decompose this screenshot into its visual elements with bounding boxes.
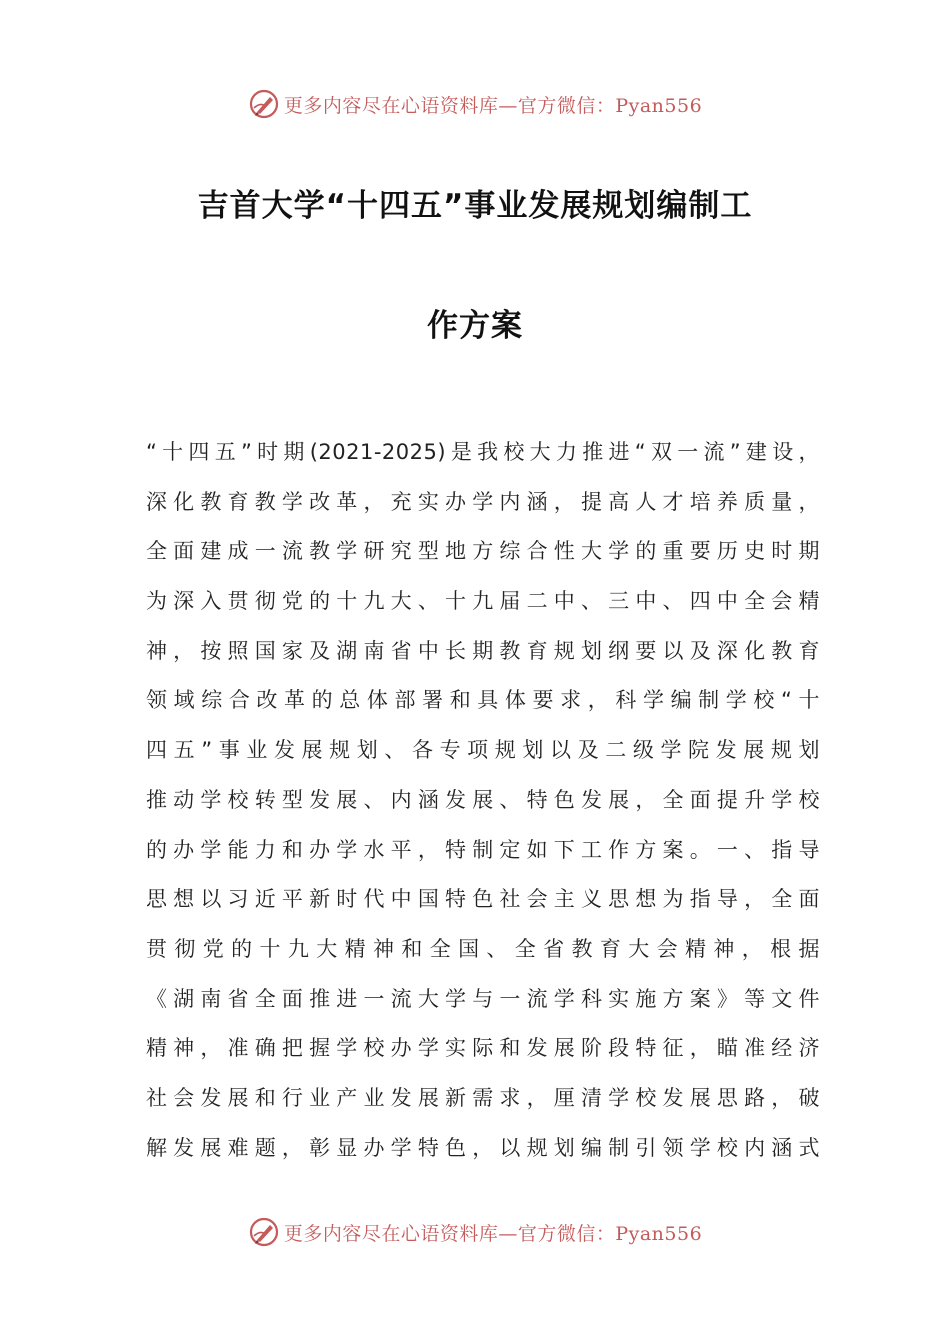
- watermark-text: 更多内容尽在心语资料库—官方微信：Pyan556: [283, 94, 703, 117]
- body-line: 深化教育教学改革，充实办学内涵，提高人才培养质量，: [146, 489, 820, 514]
- body-line: “十四五”时期(2021-2025)是我校大力推进“双一流”建设，: [146, 440, 820, 464]
- body-line: 全面建成一流教学研究型地方综合性大学的重要历史时期: [146, 539, 820, 564]
- body-line: 社会发展和行业产业发展新需求，厘清学校发展思路，破: [146, 1085, 820, 1110]
- body-line: 四五”事业发展规划、各专项规划以及二级学院发展规划: [146, 738, 820, 763]
- watermark-text: 更多内容尽在心语资料库—官方微信：Pyan556: [283, 1222, 703, 1245]
- body-line: 的办学能力和办学水平，特制定如下工作方案。一、指导: [146, 837, 820, 862]
- header-watermark: [0, 84, 950, 124]
- pen-logo-icon: [248, 1216, 280, 1248]
- body-line: 解发展难题，彰显办学特色，以规划编制引领学校内涵式: [146, 1135, 820, 1160]
- body-line: 为深入贯彻党的十九大、十九届二中、三中、四中全会精: [146, 589, 820, 614]
- body-line: 神，按照国家及湖南省中长期教育规划纲要以及深化教育: [146, 638, 820, 663]
- pen-logo-icon: [248, 88, 280, 120]
- document-title-line-1: 吉首大学“十四五”事业发展规划编制工: [197, 188, 753, 224]
- document-title-line-2: 作方案: [427, 308, 523, 344]
- body-line: 贯彻党的十九大精神和全国、全省教育大会精神，根据: [146, 936, 820, 961]
- body-line: 思想以习近平新时代中国特色社会主义思想为指导，全面: [146, 887, 820, 912]
- body-line: 领域综合改革的总体部署和具体要求，科学编制学校“十: [146, 688, 820, 713]
- body-line: 精神，准确把握学校办学实际和发展阶段特征，瞄准经济: [146, 1036, 820, 1061]
- body-line: 《湖南省全面推进一流大学与一流学科实施方案》等文件: [146, 986, 820, 1011]
- document-body: [146, 428, 820, 1173]
- footer-watermark: [0, 1212, 950, 1252]
- body-line: 推动学校转型发展、内涵发展、特色发展，全面提升学校: [146, 787, 820, 812]
